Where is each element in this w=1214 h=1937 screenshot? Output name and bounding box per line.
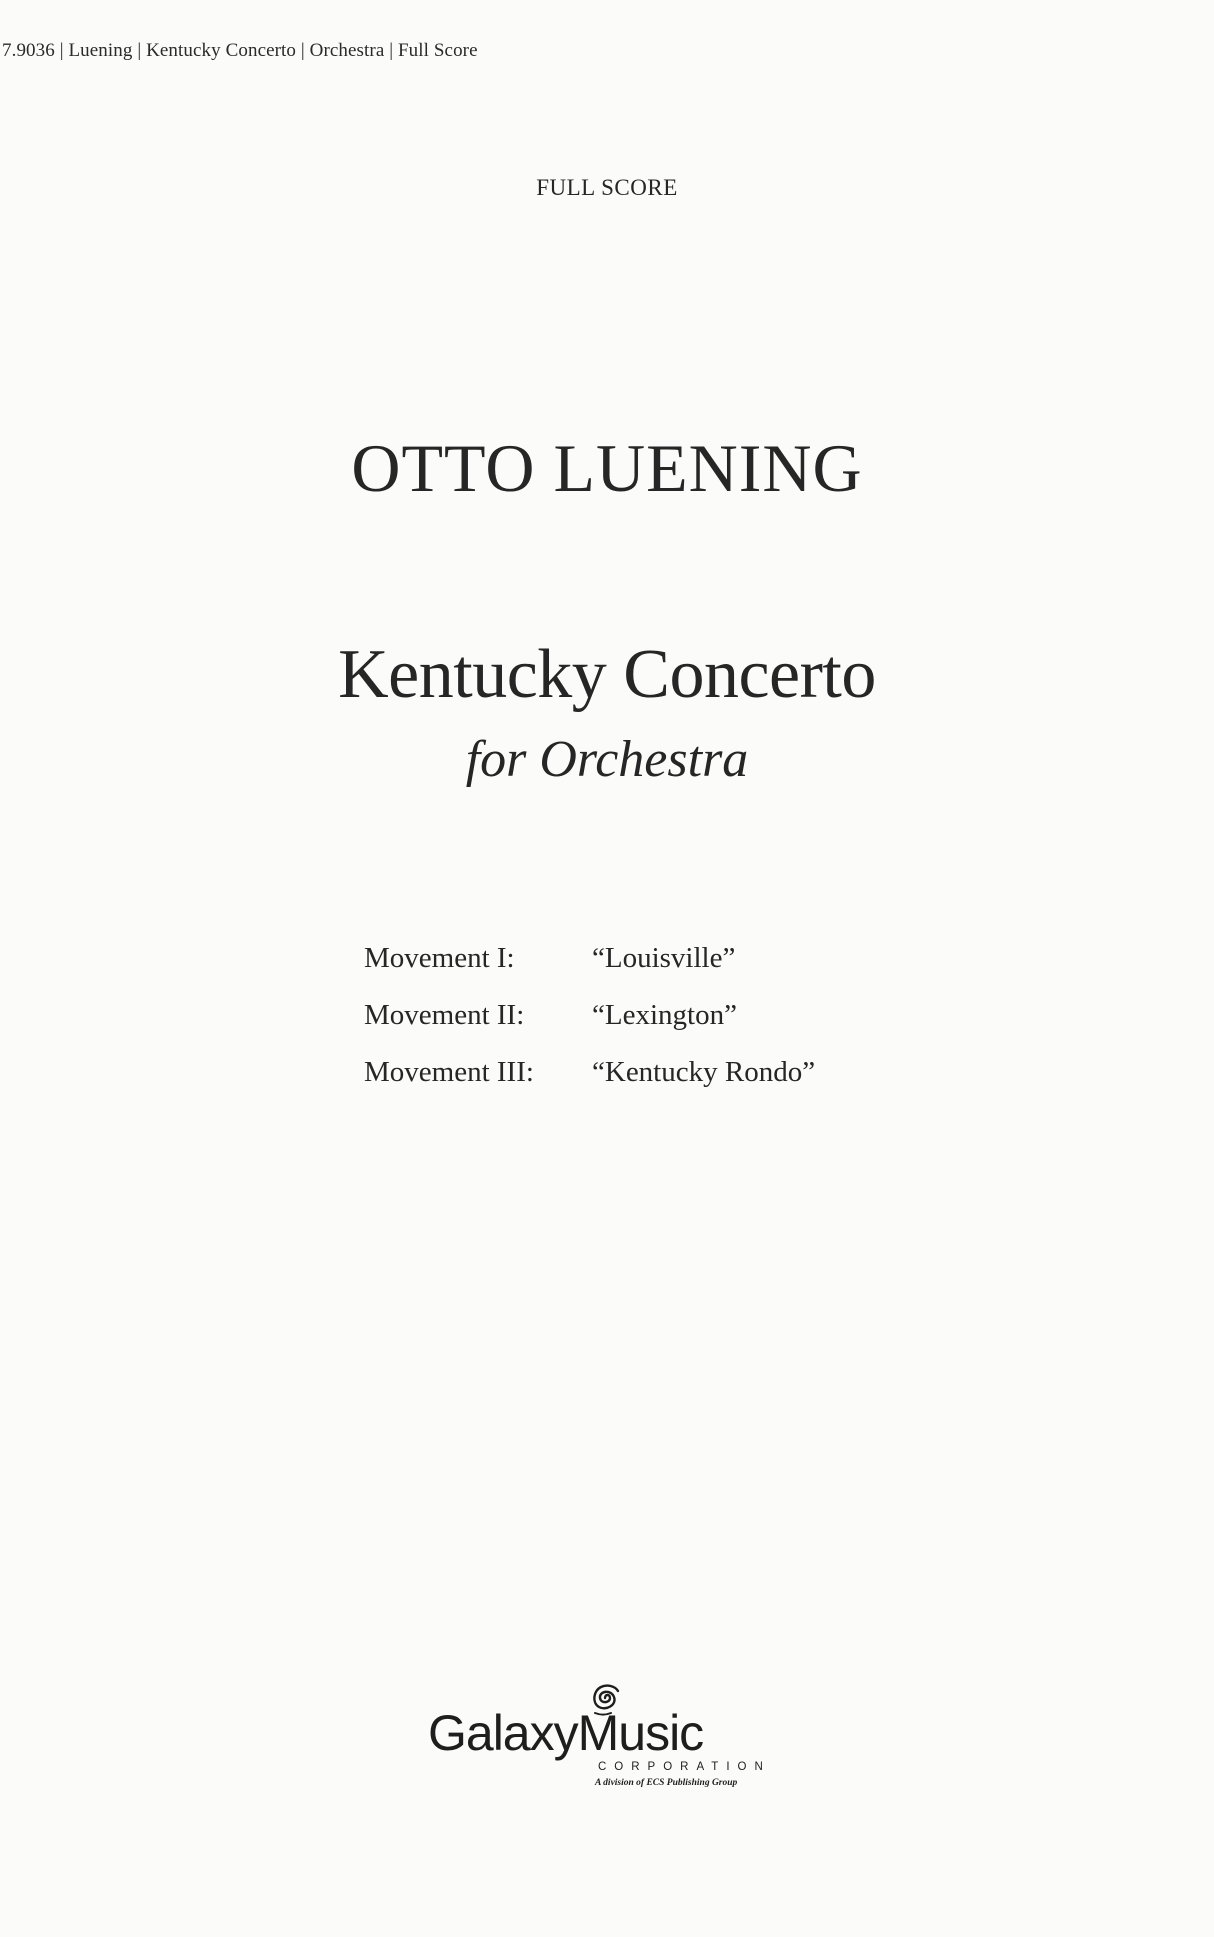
movement-label: Movement I: bbox=[364, 942, 515, 974]
movement-label: Movement III: bbox=[364, 1056, 534, 1088]
composer-name: OTTO LUENING bbox=[351, 430, 863, 506]
movement-label: Movement II: bbox=[364, 999, 525, 1031]
running-header: 7.9036 | Luening | Kentucky Concerto | Orchestra | Full Score bbox=[2, 40, 478, 61]
publisher-name: GalaxyMusic bbox=[428, 1705, 704, 1761]
movement-row bbox=[364, 1056, 815, 1113]
movement-list bbox=[364, 942, 815, 1113]
movement-row bbox=[364, 999, 815, 1056]
movement-name: “Louisville” bbox=[592, 942, 736, 974]
work-subtitle: for Orchestra bbox=[465, 731, 749, 788]
publisher-logo bbox=[420, 1680, 780, 1790]
movement-name: “Lexington” bbox=[592, 999, 737, 1031]
full-score-label: FULL SCORE bbox=[536, 175, 678, 200]
work-title: Kentucky Concerto bbox=[338, 636, 876, 713]
movement-name: “Kentucky Rondo” bbox=[592, 1056, 816, 1088]
movement-row bbox=[364, 942, 815, 999]
publisher-division: A division of ECS Publishing Group bbox=[595, 1778, 738, 1788]
publisher-corporation: CORPORATION bbox=[598, 1761, 771, 1773]
